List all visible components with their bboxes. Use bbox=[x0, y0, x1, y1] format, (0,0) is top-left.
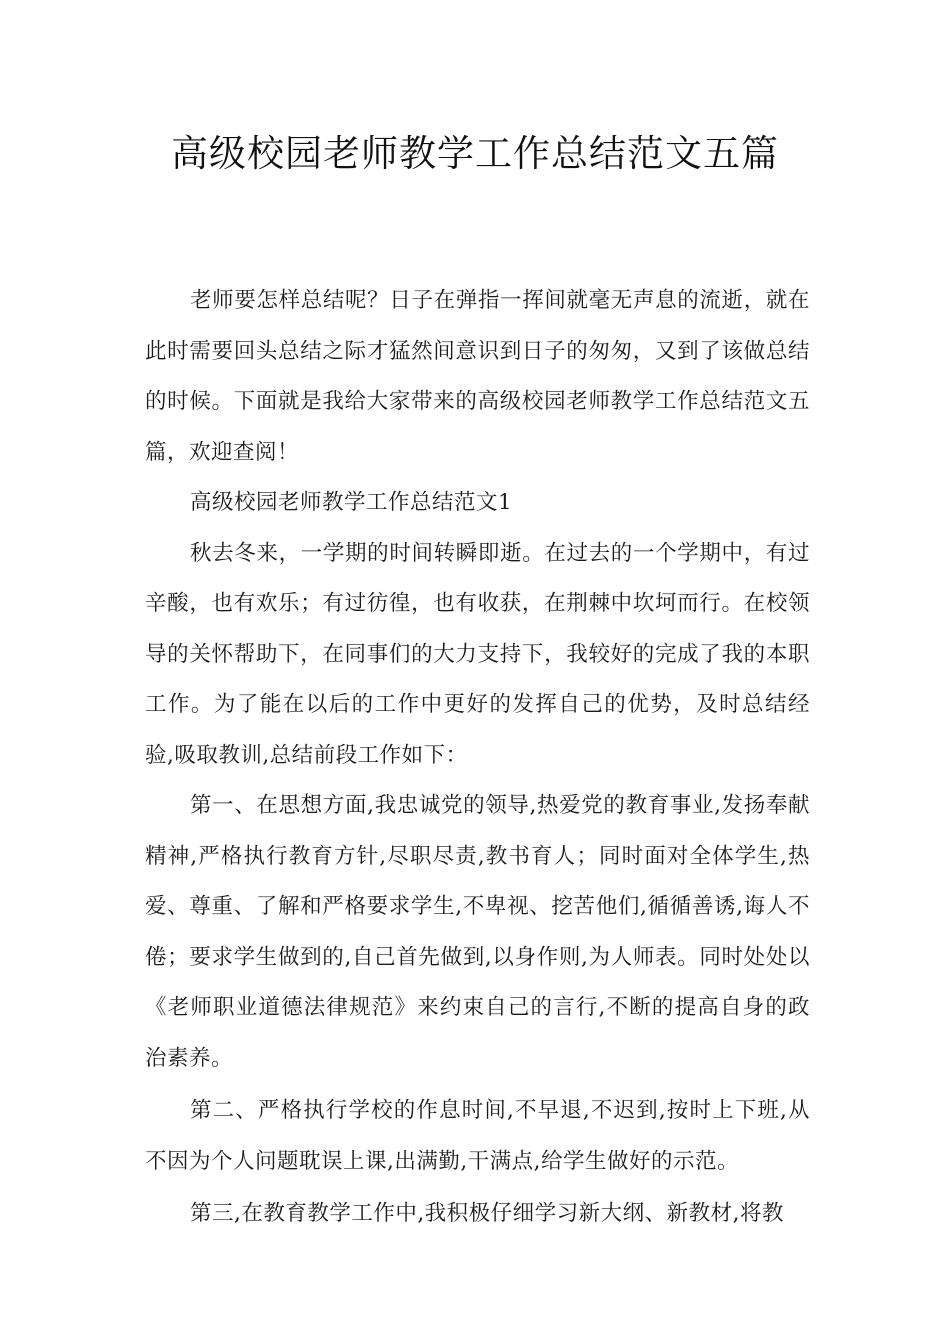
document-body bbox=[145, 276, 810, 1240]
body-paragraph: 第一、在思想方面,我忠诚党的领导,热爱党的教育事业,发扬奉献精神,严格执行教育方针,尽职尽责,教书育人；同时面对全体学生,热爱、尊重、了解和严格要求学生,不卑视、挖苦他们,循循善诱,诲人不倦；要求学生做到的,自己首先做到,以身作则,为人师表。同时处处以《老师职业道德法律规范》来约束自己的言行,不断的提高自身的政治素养。 bbox=[145, 793, 810, 1071]
document-title: 高级校园老师教学工作总结范文五篇 bbox=[171, 132, 779, 175]
body-paragraph: 第二、严格执行学校的作息时间,不早退,不迟到,按时上下班,从不因为个人问题耽误上课,出满勤,干满点,给学生做好的示范。 bbox=[145, 1098, 810, 1174]
section-heading: 高级校园老师教学工作总结范文1 bbox=[190, 490, 513, 515]
body-paragraph: 第三,在教育教学工作中,我积极仔细学习新大纲、新教材,将教 bbox=[190, 1201, 785, 1226]
intro-paragraph: 老师要怎样总结呢？日子在弹指一挥间就毫无声息的流逝，就在此时需要回头总结之际才猛然间意识到日子的匆匆，又到了该做总结的时候。下面就是我给大家带来的高级校园老师教学工作总结范文五篇，欢迎查阅！ bbox=[145, 288, 810, 465]
body-paragraph: 秋去冬来，一学期的时间转瞬即逝。在过去的一个学期中，有过辛酸，也有欢乐；有过彷徨，也有收获，在荆棘中坎坷而行。在校领导的关怀帮助下，在同事们的大力支持下，我较好的完成了我的本职工作。为了能在以后的工作中更好的发挥自己的优势，及时总结经验,吸取教训,总结前段工作如下： bbox=[145, 540, 810, 768]
